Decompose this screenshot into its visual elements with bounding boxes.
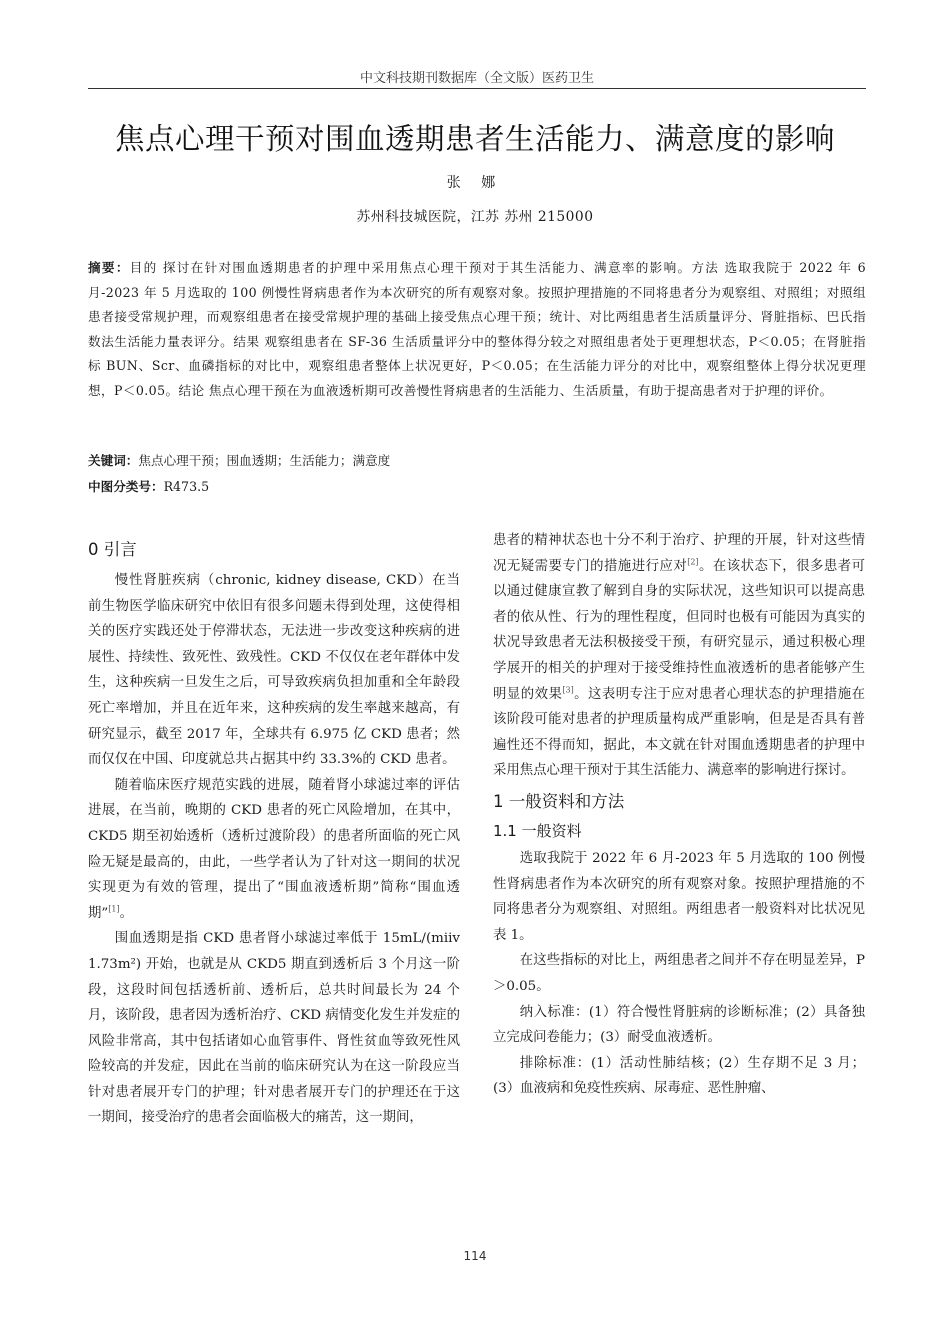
journal-header: 中文科技期刊数据库（全文版）医药卫生	[359, 71, 594, 86]
paragraph-continued	[493, 528, 865, 784]
keywords	[88, 451, 866, 471]
paragraph-text: 随着临床医疗规范实践的进展，随着肾小球滤过率的评估进展，在当前，晚期的 CKD 患者的死亡风险增加，在其中，CKD5 期至初始透析（透析过渡阶段）的患者所面临的死亡风险无疑是最高的，由此，一些学者认为了针对这一期间的状况实现更为有效的管理，提出了“围血液透析期”简称“围血透期”	[88, 777, 460, 921]
classification-number	[88, 477, 866, 497]
abstract-text: 目的 探讨在针对围血透期患者的护理中采用焦点心理干预对于其生活能力、满意率的影响。方法 选取我院于 2022 年 6 月-2023 年 5 月选取的 100 例慢性肾病患者作为本次研究的所有观察对象。按照护理措施的不同将患者分为观察组、对照组；对照组患者接受常规护理，而观察组患者在接受常规护理的基础上接受焦点心理干预；统计、对比两组患者生活质量评分、肾脏指标、巴氏指数法生活能力量表评分。结果 观察组患者在 SF-36 生活质量评分中的整体得分较之对照组患者处于更理想状态，P＜0.05；在肾脏指标 BUN、Scr、血磷指标的对比中，观察组患者整体上状况更好，P＜0.05；在生活能力评分的对比中，观察组整体上得分状况更理想，P＜0.05。结论 焦点心理干预在为血液透析期可改善慢性肾病患者的生活能力、生活质量，有助于提高患者对于护理的评价。	[88, 260, 867, 398]
abstract	[88, 256, 866, 403]
paper-title: 焦点心理干预对围血透期患者生活能力、满意度的影响	[114, 122, 835, 156]
paragraph-text: 患者的精神状态也十分不利于治疗、护理的开展，针对这些情况无疑需要专门的措施进行应对	[493, 533, 865, 574]
paragraph-text: 。在该状态下，很多患者可以通过健康宣教了解到自身的实际状况，这些知识可以提高患者的依从性、行为的理性程度，但同时也极有可能因为真实的状况导致患者无法积极接受干预，有研究显示，通过积极心理学展开的相关的护理对于接受维持性血液透析的患者能够产生明显的效果	[493, 558, 866, 702]
author: 张 娜	[446, 175, 504, 191]
subsection-heading-general-data: 1.1 一般资料	[493, 821, 582, 840]
paragraph: 纳入标准：(1）符合慢性肾脏病的诊断标准；(2）具备独立完成问卷能力；(3）耐受血液透析。	[493, 1004, 865, 1046]
section-heading-introduction: 0 引言	[88, 540, 137, 559]
abstract-label: 摘要：	[88, 260, 130, 275]
citation-ref[interactable]: [1]	[108, 904, 120, 914]
paragraph-end: 。	[119, 905, 133, 921]
paragraph-text: 。这表明专注于应对患者心理状态的护理措施在该阶段可能对患者的护理质量构成严重影响，但是是否具有普遍性还不得而知，据此，本文就在针对围血透期患者的护理中采用焦点心理干预对于其生活能力、满意率的影响进行探讨。	[493, 686, 866, 779]
header-divider	[88, 88, 866, 89]
left-column	[88, 538, 460, 1131]
citation-ref[interactable]: [2]	[687, 557, 699, 567]
paragraph: 选取我院于 2022 年 6 月-2023 年 5 月选取的 100 例慢性肾病患者作为本次研究的所有观察对象。按照护理措施的不同将患者分为观察组、对照组。两组患者一般资料对比状况见表 1。	[493, 850, 865, 943]
section-heading-methods: 1 一般资料和方法	[493, 791, 625, 811]
classification-text: R473.5	[163, 479, 210, 494]
right-column	[493, 528, 865, 1102]
paragraph: 排除标准：(1）活动性肺结核；(2）生存期不足 3 月；(3）血液病和免疫性疾病、尿毒症、恶性肿瘤、	[493, 1055, 865, 1097]
keywords-text: 焦点心理干预；围血透期；生活能力；满意度	[138, 453, 391, 468]
keywords-label: 关键词：	[88, 453, 139, 468]
citation-ref[interactable]: [3]	[562, 685, 574, 695]
paragraph: 围血透期是指 CKD 患者肾小球滤过率低于 15mL/(miiv 1.73m²) 开始，也就是从 CKD5 期直到透析后 3 个月这一阶段，这段时间包括透析前、透析后，总共时间最长为 24 个月，该阶段，患者因为透析治疗、CKD 病情变化发生并发症的风险非常高，其中包括诸如心血管事件、肾性贫血等致死性风险较高的并发症，因此在当前的临床研究认为在这一阶段应当针对患者展开专门的护理；针对患者展开专门的护理还在于这一期间，接受治疗的患者会面临极大的痛苦，这一期间，	[88, 931, 460, 1126]
paragraph	[88, 773, 460, 927]
page-number: 114	[463, 1249, 487, 1263]
paragraph: 慢性肾脏疾病（chronic, kidney disease, CKD）在当前生物医学临床研究中依旧有很多问题未得到处理，这使得相关的医疗实践还处于停滞状态，无法进一步改变这种疾病的进展性、持续性、致死性、致残性。CKD 不仅仅在老年群体中发生，这种疾病一旦发生之后，可导致疾病负担加重和全年龄段死亡率增加，并且在近年来，这种疾病的发生率越来越高，有研究显示，截至 2017 年，全球共有 6.975 亿 CKD 患者；然而仅仅在中国、印度就总共占据其中约 33.3%的 CKD 患者。	[88, 573, 460, 768]
classification-label: 中图分类号：	[88, 479, 164, 494]
affiliation: 苏州科技城医院，江苏 苏州 215000	[356, 209, 594, 225]
paragraph: 在这些指标的对比上，两组患者之间并不存在明显差异，P＞0.05。	[493, 953, 865, 994]
